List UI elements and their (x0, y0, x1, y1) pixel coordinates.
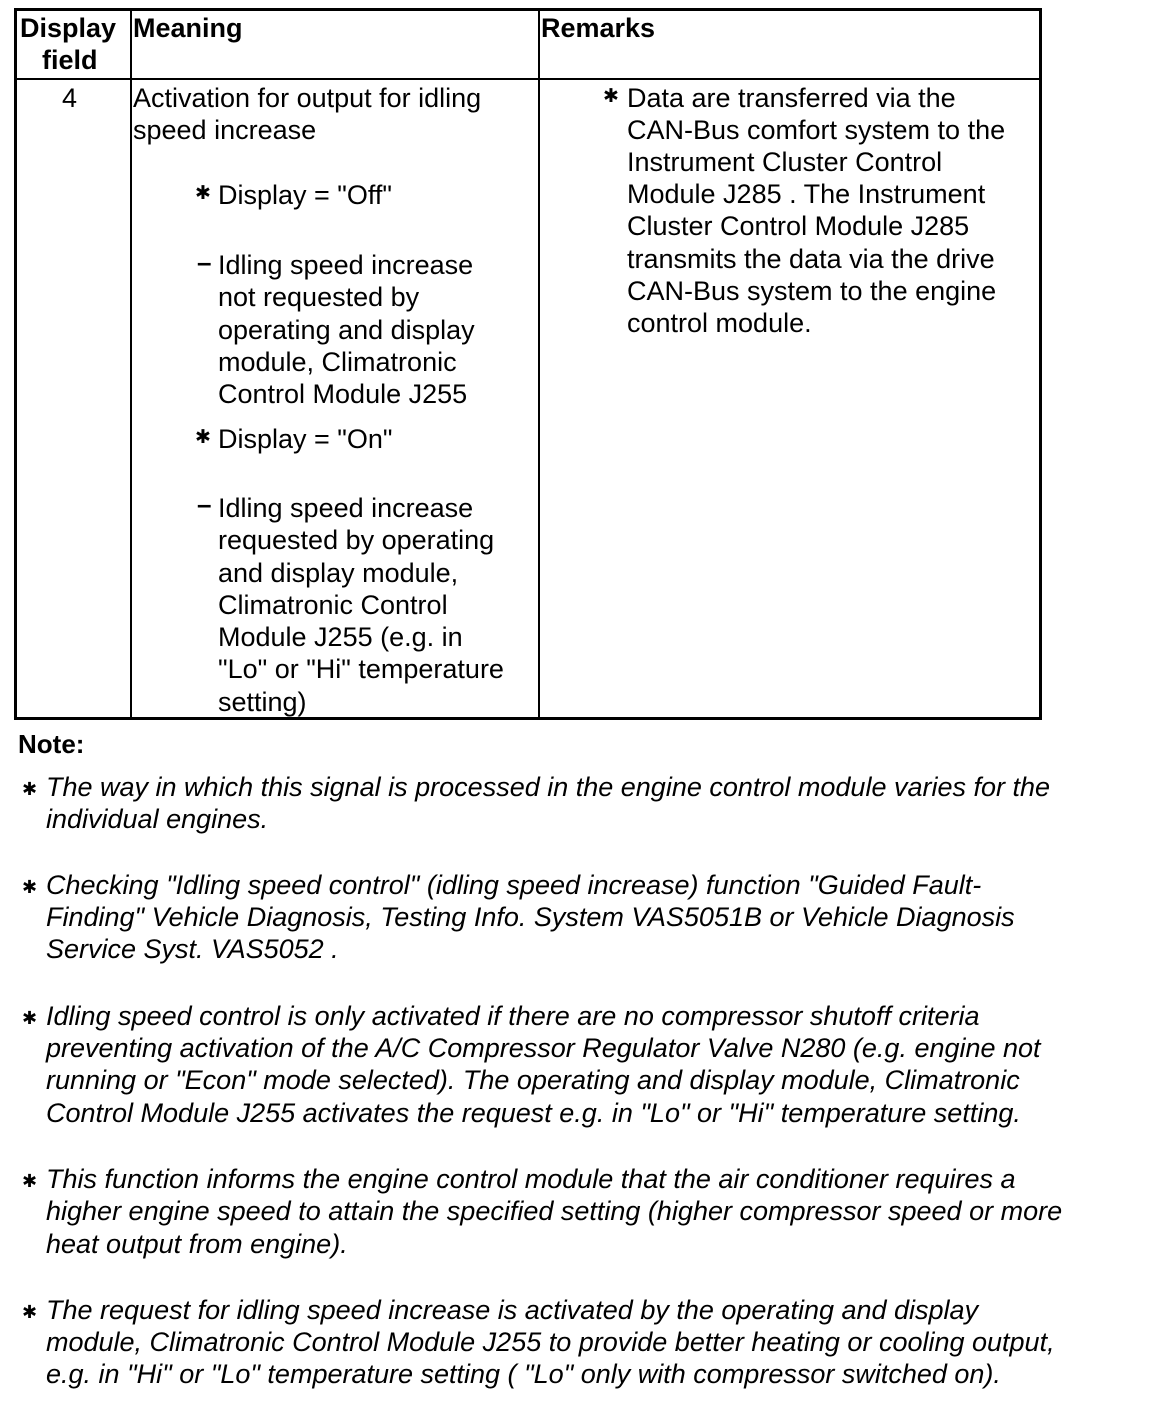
note-line: e.g. in "Hi" or "Lo" temperature setting ( "Lo" only with compressor switched on). (46, 1359, 1001, 1389)
asterisk-bullet-icon: ✱ (22, 1008, 38, 1028)
asterisk-bullet-icon: ✱ (603, 86, 619, 107)
meaning-item-line: Display = "Off" (218, 180, 392, 210)
note-line: individual engines. (46, 804, 269, 834)
meaning-item-line: requested by operating (218, 525, 495, 555)
note-line: higher engine speed to attain the specified setting (higher compressor speed or more (46, 1196, 1063, 1226)
meaning-title-line: Activation for output for idling (133, 83, 482, 113)
meaning-item-line: Display = "On" (218, 424, 393, 454)
note-line: preventing activation of the A/C Compressor Regulator Valve N280 (e.g. engine not (46, 1033, 1041, 1063)
note-line: Idling speed control is only activated if there are no compressor shutoff criteria (46, 1001, 980, 1031)
note-line: Control Module J255 activates the request e.g. in "Lo" or "Hi" temperature setting. (46, 1098, 1021, 1128)
dash-bullet-icon: – (197, 489, 212, 519)
note-line: module, Climatronic Control Module J255 to provide better heating or cooling output, (46, 1327, 1055, 1357)
row-display-field: 4 (62, 83, 78, 113)
remarks-line: Instrument Cluster Control (627, 147, 943, 177)
meaning-item-line: "Lo" or "Hi" temperature (218, 654, 504, 684)
note-line: heat output from engine). (46, 1229, 348, 1259)
remarks-line: Module J285 . The Instrument (627, 179, 986, 209)
header-remarks: Remarks (541, 13, 656, 43)
header-display-field-line2: field (42, 45, 98, 75)
remarks-line: control module. (627, 308, 812, 338)
meaning-item-line: not requested by (218, 282, 420, 312)
asterisk-bullet-icon: ✱ (22, 1302, 38, 1322)
remarks-line: Data are transferred via the (627, 83, 956, 113)
remarks-line: transmits the data via the drive (627, 244, 995, 274)
remarks-line: Cluster Control Module J285 (627, 211, 970, 241)
meaning-title-line: speed increase (133, 115, 317, 145)
note-line: This function informs the engine control module that the air conditioner requires a (46, 1164, 1016, 1194)
header-divider (17, 78, 1039, 80)
meaning-item-line: operating and display (218, 315, 475, 345)
header-meaning: Meaning (133, 13, 243, 43)
header-display-field-line1: Display (20, 13, 117, 43)
asterisk-bullet-icon: ✱ (195, 183, 211, 204)
note-line: The request for idling speed increase is activated by the operating and display (46, 1295, 979, 1325)
asterisk-bullet-icon: ✱ (22, 779, 38, 799)
remarks-line: CAN-Bus comfort system to the (627, 115, 1006, 145)
note-line: The way in which this signal is processed in the engine control module varies for the (46, 772, 1051, 802)
meaning-item-line: module, Climatronic (218, 347, 457, 377)
note-line: Finding" Vehicle Diagnosis, Testing Info. System VAS5051B or Vehicle Diagnosis (46, 902, 1015, 932)
meaning-item-line: Idling speed increase (218, 250, 474, 280)
asterisk-bullet-icon: ✱ (22, 1171, 38, 1191)
column-divider (538, 11, 540, 717)
column-divider (130, 11, 132, 717)
note-line: Checking "Idling speed control" (idling speed increase) function "Guided Fault- (46, 870, 982, 900)
meaning-item-line: Module J255 (e.g. in (218, 622, 463, 652)
meaning-item-line: Control Module J255 (218, 379, 468, 409)
asterisk-bullet-icon: ✱ (195, 427, 211, 448)
asterisk-bullet-icon: ✱ (22, 877, 38, 897)
meaning-item-line: Idling speed increase (218, 493, 474, 523)
meaning-item-line: setting) (218, 687, 307, 717)
note-heading: Note: (18, 729, 85, 759)
meaning-item-line: and display module, (218, 558, 459, 588)
note-line: running or "Econ" mode selected). The operating and display module, Climatronic (46, 1065, 1020, 1095)
meaning-item-line: Climatronic Control (218, 590, 448, 620)
remarks-line: CAN-Bus system to the engine (627, 276, 997, 306)
dash-bullet-icon: – (197, 247, 212, 277)
note-line: Service Syst. VAS5052 . (46, 934, 339, 964)
